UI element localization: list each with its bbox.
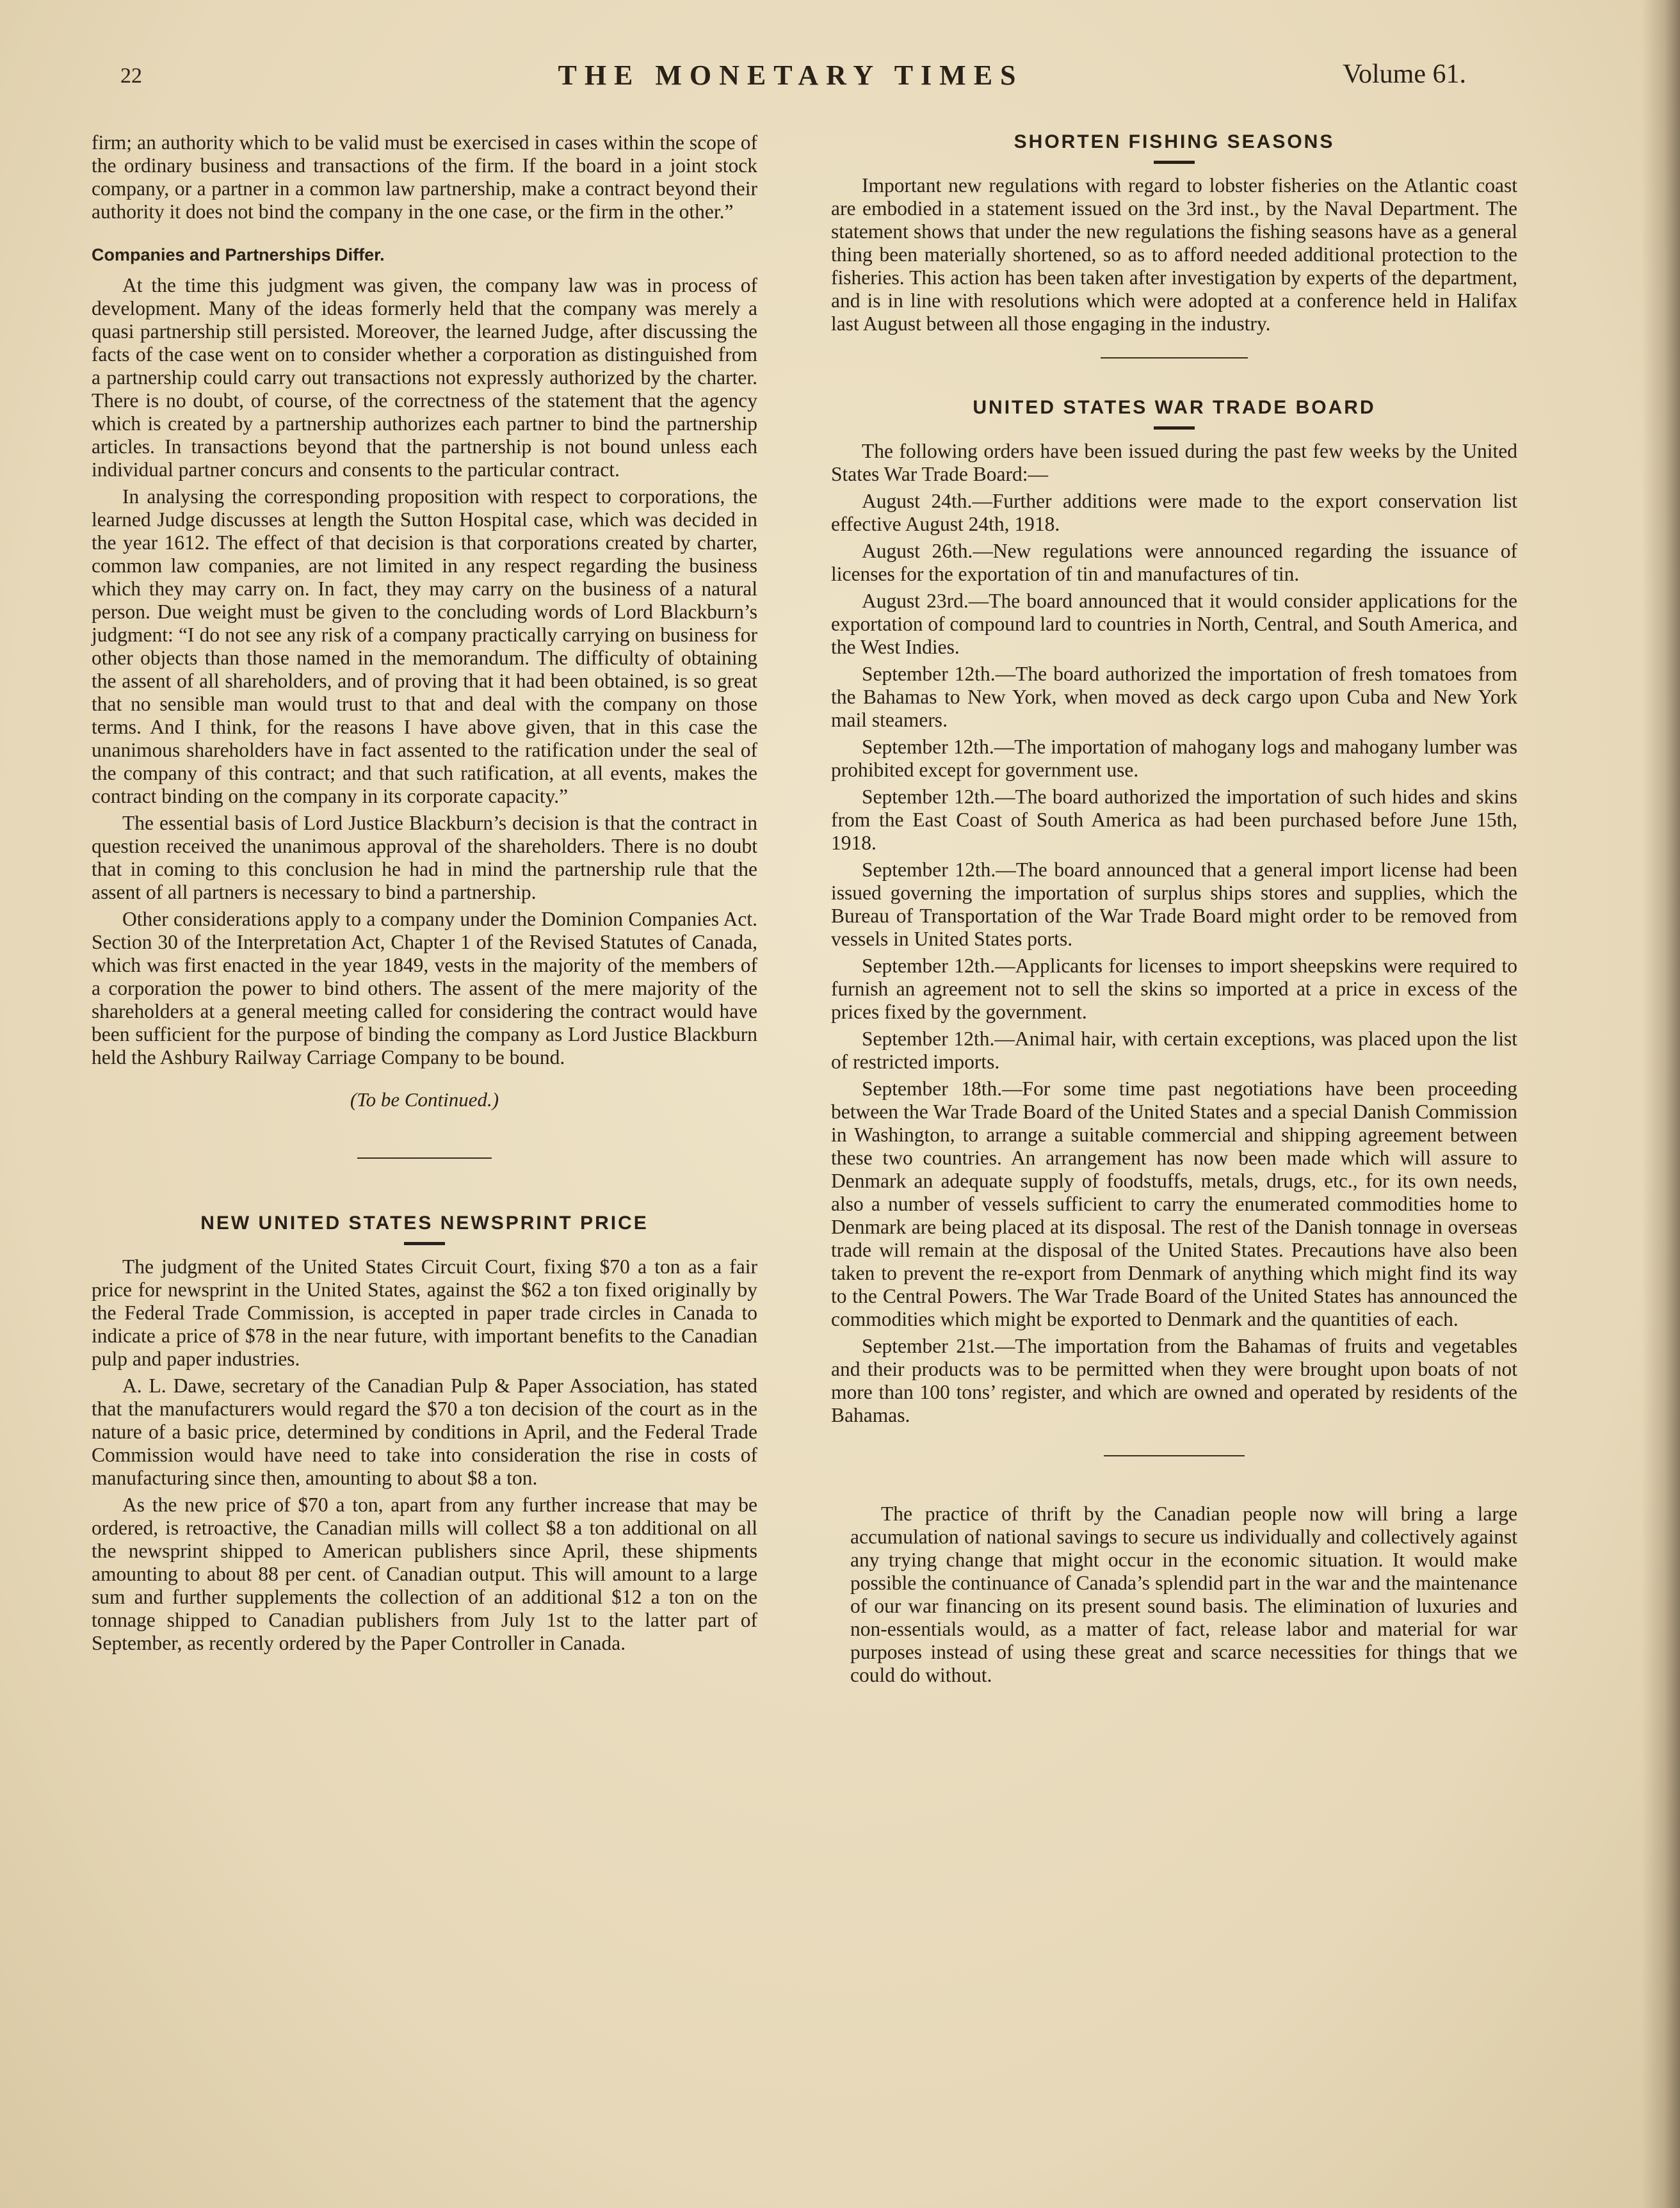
masthead: THE MONETARY TIMES xyxy=(558,60,1024,91)
paragraph: A. L. Dawe, secretary of the Canadian Pulp & Paper Association, has stated that the manufacturers would regard the $70 a ton decision of the court as in the nature of a basic price, determined by conditions in April, and the Federal Trade Commission would have need to take into consideration the rise in costs of manufacturing since then, amounting to about $8 a ton. xyxy=(92,1374,757,1489)
binding-shadow xyxy=(1642,0,1680,2208)
paragraph: September 12th.—The board authorized the importation of fresh tomatoes from the Bahamas to New York, when moved as deck cargo upon Cuba and New York mail steamers. xyxy=(831,663,1517,731)
volume-label: Volume 61. xyxy=(1343,60,1466,89)
paragraph: In analysing the corresponding proposition with respect to corporations, the learned Judge discusses at length the Sutton Hospital case, which was decided in the year 1612. The effect of that decision is that corporations created by charter, common law companies, are not limited in any respect regarding the business which they may carry on. In fact, they may carry on the business of a natural person. Due weight must be given to the concluding words of Lord Blackburn’s judgment: “I do not see any risk of a company practically carrying on business for other objects than those named in the memorandum. The difficulty of obtaining the assent of all shareholders, and of proving that it had been obtained, is so great that no sensible man would trust to that and deal with the company on those terms. And I think, for the reasons I have above given, that in this case the unanimous shareholders have in fact assented to the ratification under the seal of the company of this contract; and that such ratification, at all events, makes the contract binding on the company in its corporate capacity.” xyxy=(92,485,757,807)
paragraph: August 26th.—New regulations were announced regarding the issuance of licenses for the exportation of tin and manufactures of tin. xyxy=(831,540,1517,585)
right-column xyxy=(831,131,1517,1687)
paragraph: At the time this judgment was given, the company law was in process of development. Many of the ideas formerly held that the company was merely a quasi partnership still persisted. Moreover, the learned Judge, after discussing the facts of the case went on to consider whether a corporation as distinguished from a partnership could carry out transactions not expressly authorized by the charter. There is no doubt, of course, of the correctness of the statement that the agency which is created by a partnership authorizes each partner to bind the partnership articles. In transactions beyond that the partnership is not bound unless each individual partner concurs and consents to the particular contract. xyxy=(92,274,757,481)
fishing-heading: SHORTEN FISHING SEASONS xyxy=(1014,131,1335,152)
paragraph: September 12th.—The board authorized the importation of such hides and skins from the East Coast of South America as had been purchased before June 15th, 1918. xyxy=(831,786,1517,854)
paragraph: Other considerations apply to a company under the Dominion Companies Act. Section 30 of the Interpretation Act, Chapter 1 of the Revised Statutes of Canada, which was first enacted in the year 1849, vests in the majority of the members of a corporation the power to bind others. The assent of the mere majority of the shareholders at a general meeting called for considering the contract would have been sufficient for the purpose of binding the company as Lord Justice Blackburn held the Ashbury Railway Carriage Company to be bound. xyxy=(92,908,757,1068)
paragraph: As the new price of $70 a ton, apart from any further increase that may be ordered, is retroactive, the Canadian mills will collect $8 a ton additional on all the newsprint shipped to American publishers since April, these shipments amounting to about 88 per cent. of Canadian output. This will amount to a large sum and further supplements the collection of an additional $12 a ton on the tonnage shipped to Canadian publishers from July 1st to the latter part of September, as recently ordered by the Paper Controller in Canada. xyxy=(92,1494,757,1654)
paragraph: The judgment of the United States Circuit Court, fixing $70 a ton as a fair price for newsprint in the United States, against the $62 a ton fixed originally by the Federal Trade Commission, is accepted in paper trade circles in Canada to indicate a price of $78 in the near future, with important benefits to the Canadian pulp and paper industries. xyxy=(92,1255,757,1370)
paragraph: September 12th.—The importation of mahogany logs and mahogany lumber was prohibited except for government use. xyxy=(831,736,1517,781)
section-divider xyxy=(1104,1455,1245,1456)
paragraph: September 12th.—Animal hair, with certain exceptions, was placed upon the list of restricted imports. xyxy=(831,1027,1517,1073)
heading-rule xyxy=(1154,426,1195,430)
paragraph: September 18th.—For some time past negotiations have been proceeding between the War Trade Board of the United States and a special Danish Commission in Washington, to arrange a suitable commercial and shipping agreement between these two countries. An arrangement has now been made which will assure to Denmark an adequate supply of foodstuffs, metals, drugs, etc., for its own needs, also a number of vessels sufficient to carry the enumerated commodities home to Denmark are being placed at its disposal. The rest of the Danish tonnage in overseas trade will remain at the disposal of the United States. Precautions have also been taken to prevent the re-export from Denmark of anything which might find its way to the Central Powers. The War Trade Board of the United States has announced the commodities which might be exported to Denmark and the quantities of each. xyxy=(831,1077,1517,1330)
paragraph: September 21st.—The importation from the Bahamas of fruits and vegetables and their products was to be permitted when they were brought upon boats of not more than 100 tons’ register, and which are owned and operated by residents of the Bahamas. xyxy=(831,1335,1517,1426)
paragraph: August 24th.—Further additions were made to the export conservation list effective August 24th, 1918. xyxy=(831,490,1517,535)
section-divider xyxy=(1101,357,1248,359)
paragraph: The essential basis of Lord Justice Blackburn’s decision is that the contract in question received the unanimous approval of the shareholders. There is no doubt that in coming to this conclusion he had in mind the partnership rule that the assent of all partners is necessary to bind a partnership. xyxy=(92,812,757,903)
paragraph: firm; an authority which to be valid must be exercised in cases within the scope of the ordinary business and transactions of the firm. If the board in a joint stock company, or a partner in a common law partnership, make a contract beyond their authority it does not bind the company in the one case, or the firm in the other.” xyxy=(92,131,757,223)
newsprint-heading: NEW UNITED STATES NEWSPRINT PRICE xyxy=(200,1213,649,1234)
heading-rule xyxy=(1154,161,1195,164)
section-divider xyxy=(357,1157,492,1159)
heading-rule xyxy=(404,1242,445,1245)
paragraph: August 23rd.—The board announced that it would consider applications for the exportation of compound lard to countries in North, Central, and South America, and the West Indies. xyxy=(831,590,1517,658)
paragraph: Important new regulations with regard to lobster fisheries on the Atlantic coast are embodied in a statement issued on the 3rd inst., by the Naval Department. The statement shows that under the new regulations the fishing seasons have as a general thing been materially shortened, so as to afford needed additional protection to the fisheries. This action has been taken after investigation by experts of the department, and is in line with resolutions which were adopted at a conference held in Halifax last August between all those engaging in the industry. xyxy=(831,174,1517,335)
paragraph: The following orders have been issued during the past few weeks by the United States War Trade Board:— xyxy=(831,440,1517,485)
page-number: 22 xyxy=(120,64,142,88)
paragraph: September 12th.—The board announced that a general import license had been issued governing the importation of surplus ships stores and supplies, which the Bureau of Transportation of the War Trade Board might order to be removed from vessels in United States ports. xyxy=(831,858,1517,950)
page-header xyxy=(115,56,1466,101)
thrift-paragraph: The practice of thrift by the Canadian people now will bring a large accumulation of national savings to secure us individually and collectively against any trying change that might occur in the economic situation. It would make possible the continuance of Canada’s splendid part in the war and the maintenance of our war financing on its present sound basis. The elimination of luxuries and non-essentials would, as a matter of fact, release labor and material for war purposes instead of using these great and scarce necessities for things that we could do without. xyxy=(850,1503,1517,1686)
war-trade-board-heading: UNITED STATES WAR TRADE BOARD xyxy=(973,397,1376,418)
left-column xyxy=(92,131,757,1655)
paragraph: September 12th.—Applicants for licenses to import sheepskins were required to furnish an agreement not to sell the skins so imported at a price in excess of the prices fixed by the government. xyxy=(831,955,1517,1023)
continued-note: (To be Continued.) xyxy=(350,1088,499,1111)
subhead: Companies and Partnerships Differ. xyxy=(92,245,385,264)
